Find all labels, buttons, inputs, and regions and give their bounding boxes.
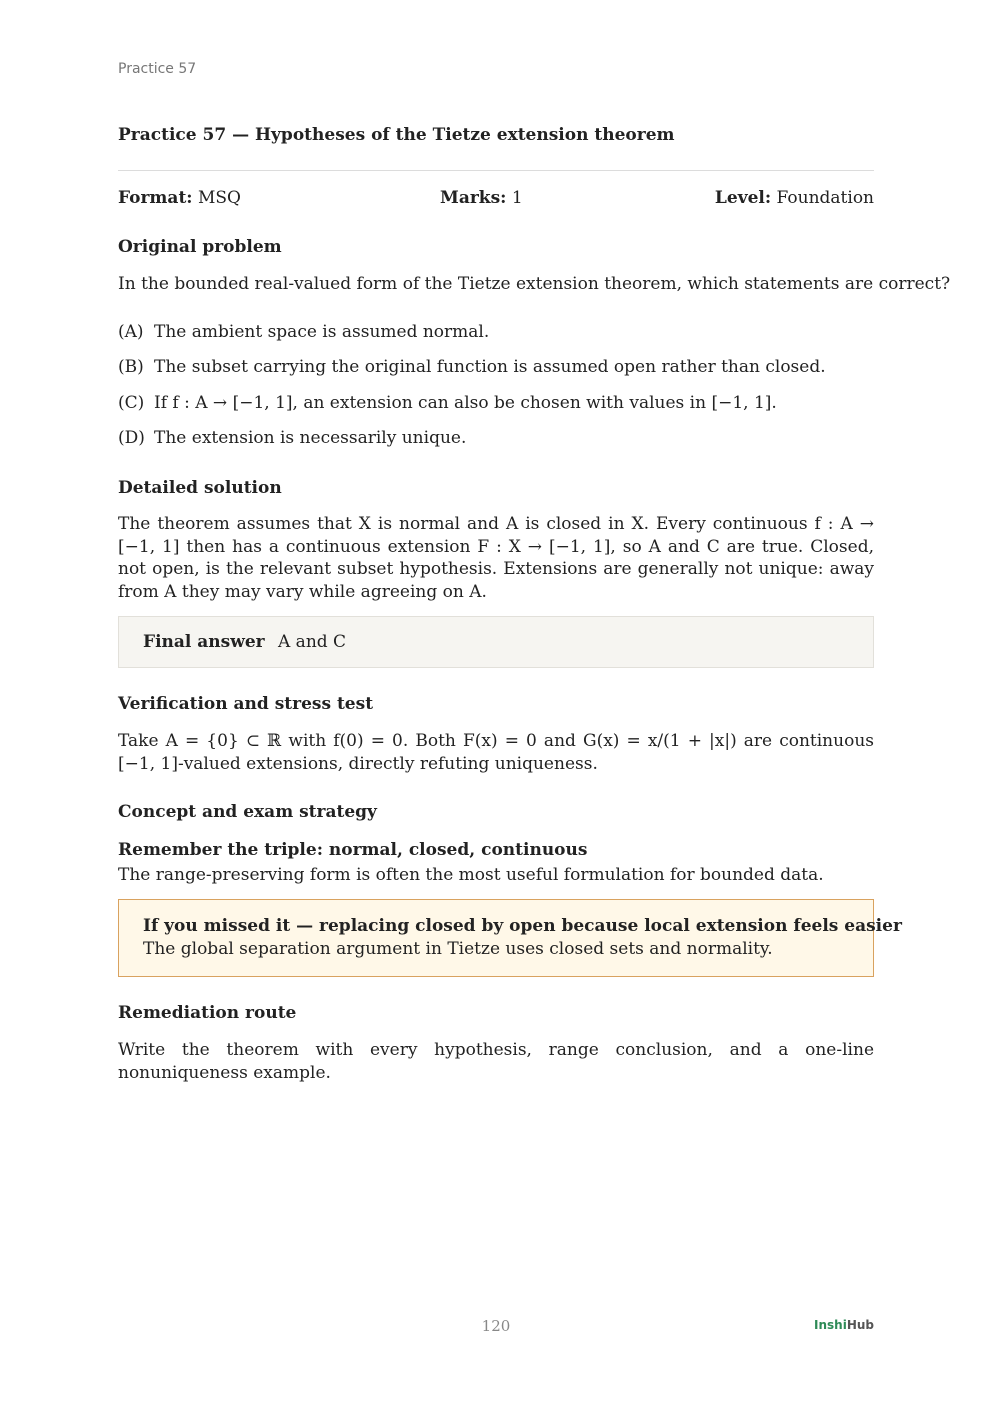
meta-row <box>118 188 874 208</box>
option-label: (D) <box>118 428 145 448</box>
concept-subheading: Remember the triple: normal, closed, continuous <box>118 840 588 860</box>
option-text: If f : A → [−1, 1], an extension can also be chosen with values in [−1, 1]. <box>154 393 777 413</box>
brand-logo <box>814 1318 874 1332</box>
running-head: Practice 57 <box>118 61 197 77</box>
missed-it-callout <box>118 899 902 977</box>
verification-text: Take A = {0} ⊂ ℝ with f(0) = 0. Both F(x) = 0 and G(x) = x/(1 + |x|) are continuous [−1, 1]-valued extensions, directly refuting uniqueness. <box>118 731 874 774</box>
solution-heading: Detailed solution <box>118 478 282 498</box>
option-text: The subset carrying the original function is assumed open rather than closed. <box>154 357 826 377</box>
format-key: Format: <box>118 188 193 208</box>
option-label: (C) <box>118 393 145 413</box>
verification-heading: Verification and stress test <box>118 694 374 714</box>
final-answer-label: Final answer <box>143 632 265 652</box>
original-heading: Original problem <box>118 237 282 257</box>
level-value: Foundation <box>776 188 874 208</box>
missed-it-body: The global separation argument in Tietze uses closed sets and normality. <box>143 939 773 959</box>
brand-part-b: Hub <box>846 1318 874 1332</box>
brand-part-a: Inshi <box>814 1318 847 1332</box>
title-divider <box>118 170 874 171</box>
option-a <box>118 322 489 342</box>
final-answer-value: A and C <box>278 632 347 652</box>
question-text: In the bounded real-valued form of the Tietze extension theorem, which statements are correct? <box>118 274 951 294</box>
option-label: (B) <box>118 357 144 377</box>
page-number: 120 <box>481 1317 511 1335</box>
solution-text: The theorem assumes that X is normal and A is closed in X. Every continuous f : A → [−1, 1] then has a continuous extension F : X → [−1, 1], so A and C are true. Closed, not open, is the relevant subset hypothesis. Extensions are generally not unique: away from A they may vary while agreeing on A. <box>118 514 874 602</box>
option-d <box>118 428 466 448</box>
marks-value: 1 <box>511 188 523 208</box>
remediation-text: Write the theorem with every hypothesis, range conclusion, and a one-line nonuniqueness example. <box>118 1040 874 1083</box>
format-value: MSQ <box>197 188 241 208</box>
level-key: Level: <box>714 188 772 208</box>
marks-key: Marks: <box>440 188 507 208</box>
final-answer-box <box>118 616 874 668</box>
page-title: Practice 57 — Hypotheses of the Tietze extension theorem <box>118 125 675 145</box>
option-text: The ambient space is assumed normal. <box>154 322 490 342</box>
option-text: The extension is necessarily unique. <box>154 428 467 448</box>
concept-text: The range-preserving form is often the most useful formulation for bounded data. <box>118 865 824 885</box>
remediation-heading: Remediation route <box>118 1003 297 1023</box>
option-label: (A) <box>118 322 144 342</box>
meta-level <box>715 188 874 208</box>
missed-it-title: If you missed it — replacing closed by open because local extension feels easier <box>143 916 902 936</box>
meta-format <box>118 188 241 208</box>
option-c <box>118 393 777 413</box>
meta-marks <box>440 188 523 208</box>
concept-heading: Concept and exam strategy <box>118 802 377 822</box>
option-b <box>118 357 826 377</box>
